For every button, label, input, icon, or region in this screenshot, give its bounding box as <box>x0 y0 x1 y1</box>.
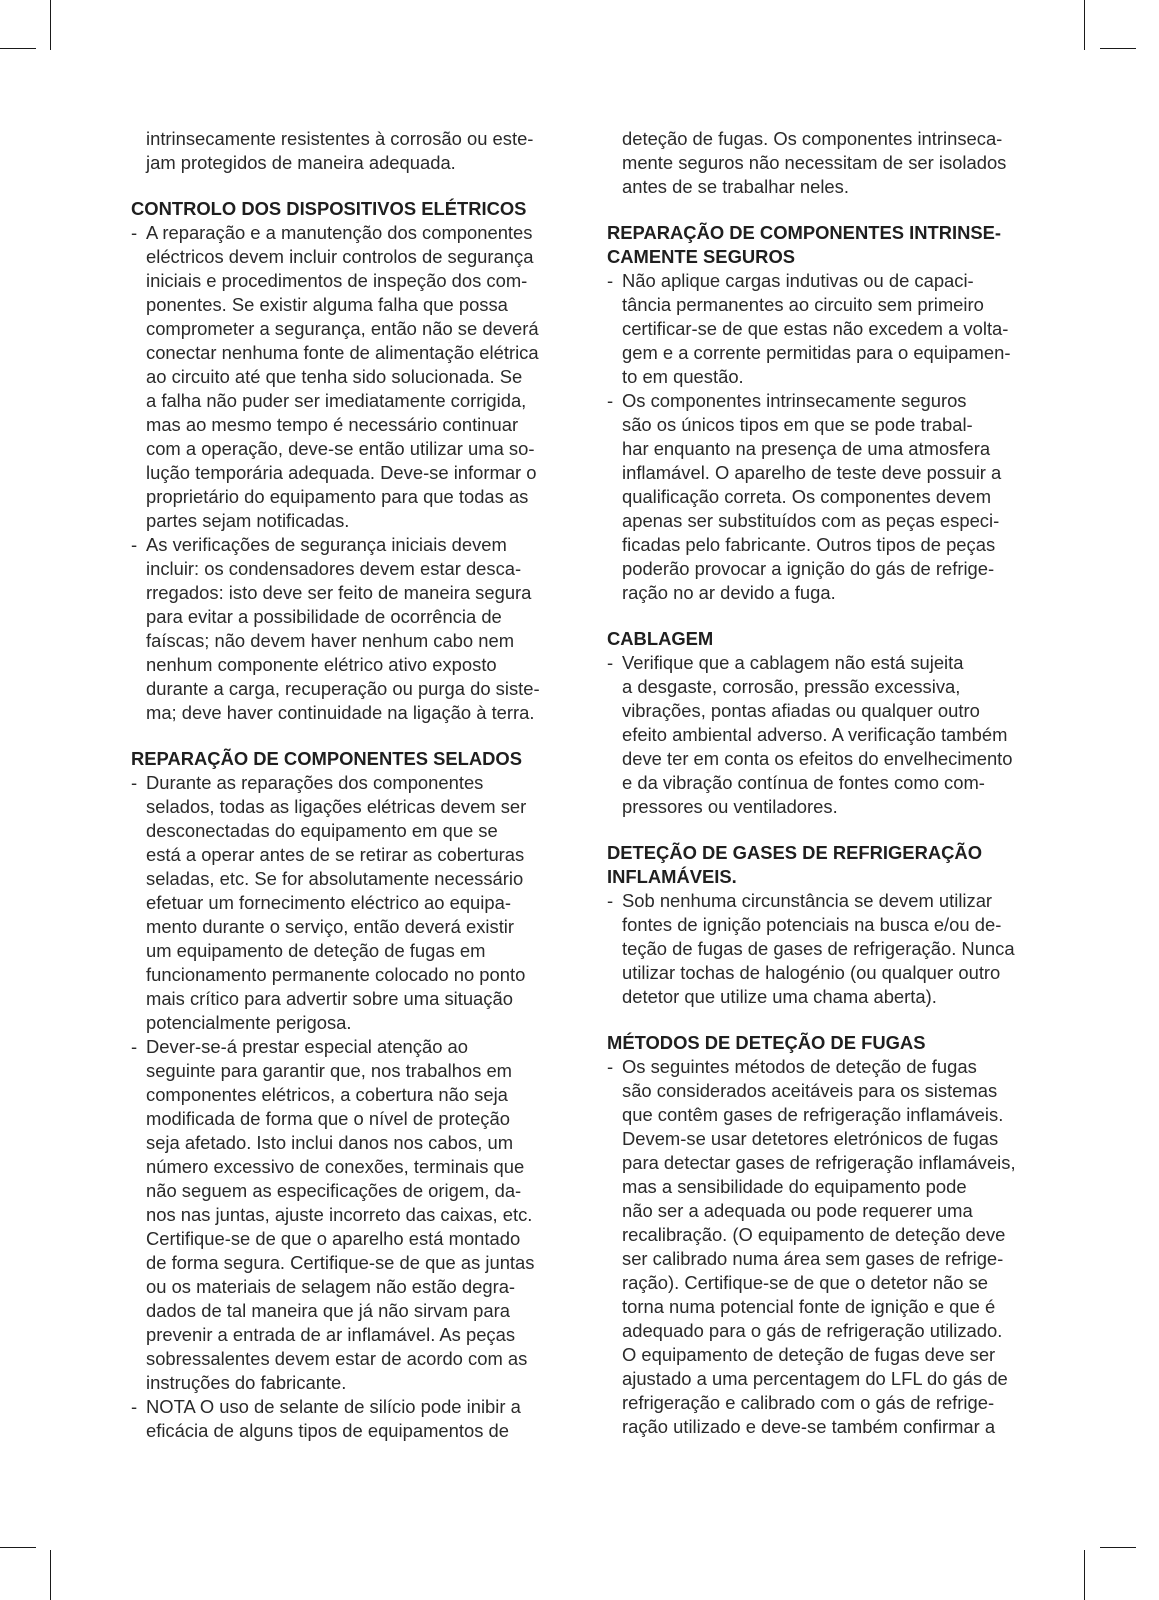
bullet-dash: - <box>131 1036 138 1057</box>
list-item <box>607 1055 1057 1439</box>
crop-mark <box>50 0 51 50</box>
list-item <box>607 651 1057 819</box>
crop-mark <box>0 1547 36 1548</box>
bullet-dash: - <box>607 652 614 673</box>
list-item <box>607 889 1057 1009</box>
list-item-text: Verifique que a cablagem não está sujeita a desgaste, corrosão, pressão excessiva, vibrações, pontas afiadas ou qualquer outro efeito ambiental adverso. A verificação também deve ter em conta os efeitos do envelhecimento e da vibração contínua de fontes como com- pressores ou ventiladores. <box>622 652 1013 817</box>
crop-mark <box>1100 1547 1136 1548</box>
bullet-dash: - <box>131 772 138 793</box>
left-column <box>131 127 581 1443</box>
list-item-text: Não aplique cargas indutivas ou de capaci- tância permanentes ao circuito sem primeiro certificar-se de que estas não excedem a volta- gem e a corrente permitidas para o equipamen- to em questão. <box>622 270 1011 387</box>
section-heading: MÉTODOS DE DETEÇÃO DE FUGAS <box>607 1032 926 1053</box>
bullet-dash: - <box>607 390 614 411</box>
bullet-dash: - <box>131 534 138 555</box>
list-item-text: As verificações de segurança iniciais devem incluir: os condensadores devem estar desca- rregados: isto deve ser feito de maneira segura para evitar a possibilidade de ocorrência de faíscas; não devem haver nenhum cabo nem nenhum componente elétrico ativo exposto durante a carga, recuperação ou purga do siste- ma; deve haver continuidade na ligação à terra. <box>146 534 540 723</box>
right-column <box>607 127 1057 1439</box>
section-heading: DETEÇÃO DE GASES DE REFRIGERAÇÃO INFLAMÁVEIS. <box>607 842 983 887</box>
bullet-dash: - <box>607 270 614 291</box>
list-item-text: Durante as reparações dos componentes selados, todas as ligações elétricas devem ser desconectadas do equipamento em que se está a operar antes de se retirar as coberturas seladas, etc. Se for absolutamente necessário efetuar um fornecimento eléctrico ao equipa- mento durante o serviço, então deverá existir um equipamento de deteção de fugas em funcionamento permanente colocado no ponto mais crítico para advertir sobre uma situação potencialmente perigosa. <box>146 772 527 1033</box>
list-item-text: Sob nenhuma circunstância se devem utilizar fontes de ignição potenciais na busca e/ou de- teção de fugas de gases de refrigeração. Nunca utilizar tochas de halogénio (ou qualquer outro detetor que utilize uma chama aberta). <box>622 890 1015 1007</box>
section-heading: REPARAÇÃO DE COMPONENTES SELADOS <box>131 748 523 769</box>
crop-mark <box>50 1550 51 1600</box>
section-heading: CABLAGEM <box>607 628 714 649</box>
list-item <box>607 389 1057 605</box>
crop-mark <box>0 48 36 49</box>
list-item <box>131 1035 581 1395</box>
bullet-dash: - <box>607 890 614 911</box>
section-heading: CONTROLO DOS DISPOSITIVOS ELÉTRICOS <box>131 198 527 219</box>
list-item-text: A reparação e a manutenção dos componentes eléctricos devem incluir controlos de segurança iniciais e procedimentos de inspeção dos com- ponentes. Se existir alguma falha que possa comprometer a segurança, então não se deverá conectar nenhuma fonte de alimentação elétrica ao circuito até que tenha sido solucionada. Se a falha não puder ser imediatamente corrigida, mas ao mesmo tempo é necessário continuar com a operação, deve-se então utilizar uma so- lução temporária adequada. Deve-se informar o proprietário do equipamento para que todas as partes sejam notificadas. <box>146 222 539 531</box>
list-item <box>131 533 581 725</box>
continued-paragraph: deteção de fugas. Os componentes intrinseca- mente seguros não necessitam de ser isolados antes de se trabalhar neles. <box>622 128 1007 197</box>
list-item-text: Os componentes intrinsecamente seguros são os únicos tipos em que se pode trabal- har enquanto na presença de uma atmosfera inflamável. O aparelho de teste deve possuir a qualificação correta. Os componentes devem apenas ser substituídos com as peças especi- ficadas pelo fabricante. Outros tipos de peças poderão provocar a ignição do gás de refrige- ração no ar devido a fuga. <box>622 390 1002 603</box>
bullet-dash: - <box>131 222 138 243</box>
list-item <box>131 221 581 533</box>
bullet-dash: - <box>607 1056 614 1077</box>
list-item-text: Os seguintes métodos de deteção de fugas são considerados aceitáveis para os sistemas que contêm gases de refrigeração inflamáveis. Devem-se usar detetores eletrónicos de fugas para detectar gases de refrigeração inflamáveis, mas a sensibilidade do equipamento pode não ser a adequada ou pode requerer uma recalibração. (O equipamento de deteção deve ser calibrado numa área sem gases de refrige- ração). Certifique-se de que o detetor não se torna numa potencial fonte de ignição e que é adequado para o gás de refrigeração utilizado. O equipamento de deteção de fugas deve ser ajustado a uma percentagem do LFL do gás de refrigeração e calibrado com o gás de refrige- ração utilizado e deve-se também confirmar a <box>622 1056 1016 1437</box>
section-heading: REPARAÇÃO DE COMPONENTES INTRINSE- CAMENTE SEGUROS <box>607 222 1002 267</box>
bullet-dash: - <box>131 1396 138 1417</box>
list-item-text: Dever-se-á prestar especial atenção ao seguinte para garantir que, nos trabalhos em componentes elétricos, a cobertura não seja modificada de forma que o nível de proteção seja afetado. Isto inclui danos nos cabos, um número excessivo de conexões, terminais que não seguem as especificações de origem, da- nos nas juntas, ajuste incorreto das caixas, etc. Certifique-se de que o aparelho está montado de forma segura. Certifique-se de que as juntas ou os materiais de selagem não estão degra- dados de tal maneira que já não sirvam para prevenir a entrada de ar inflamável. As peças sobressalentes devem estar de acordo com as instruções do fabricante. <box>146 1036 535 1393</box>
list-item-text: NOTA O uso de selante de silício pode inibir a eficácia de alguns tipos de equipamentos de <box>146 1396 521 1441</box>
crop-mark <box>1100 48 1136 49</box>
list-item <box>607 269 1057 389</box>
list-item <box>131 1395 581 1443</box>
crop-mark <box>1084 0 1085 50</box>
continued-paragraph: intrinsecamente resistentes à corrosão ou este- jam protegidos de maneira adequada. <box>146 128 534 173</box>
list-item <box>131 771 581 1035</box>
crop-mark <box>1084 1550 1085 1600</box>
